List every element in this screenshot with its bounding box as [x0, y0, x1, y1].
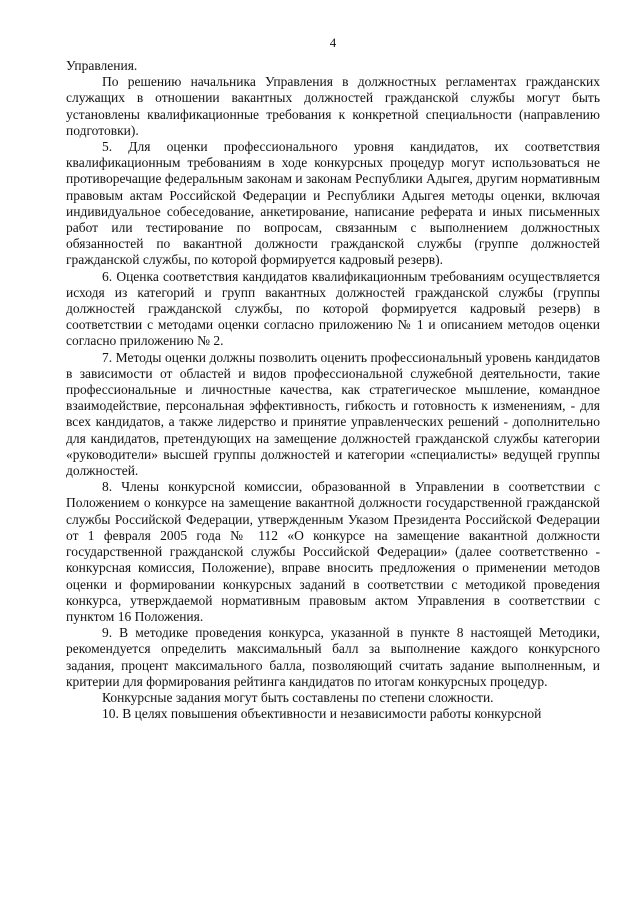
paragraph-qualification-requirements: По решению начальника Управления в должностных регламентах гражданских служащих в отношении вакантных должностей гражданской службы могут быть установлены квалификационные требования к конкретной специальности (направлению подготовки).: [66, 74, 600, 138]
document-page: [66, 34, 600, 894]
paragraph-item-6: 6. Оценка соответствия кандидатов квалификационным требованиям осуществляется исходя из категорий и групп вакантных должностей гражданской службы (группы должностей гражданской службы, по которой формируется кадровый резерв) в соответствии с методами оценки согласно приложению № 1 и описанием методов оценки согласно приложению № 2.: [66, 268, 600, 349]
paragraph-item-8: 8. Члены конкурсной комиссии, образованной в Управлении в соответствии с Положением о конкурсе на замещение вакантной должности государственной гражданской службы Российской Федерации, утвержденным Указом Президента Российской Федерации от 1 февраля 2005 года № 112 «О конкурсе на замещение вакантной должности государственной гражданской службы Российской Федерации» (далее соответственно - конкурсная комиссия, Положение), вправе вносить предложения о применении методов оценки и формировании конкурсных заданий в соответствии с методикой проведения конкурса, утверждаемой нормативным правовым актом Управления в соответствии с пунктом 16 Положения.: [66, 479, 600, 624]
paragraph-continuation: Управления.: [66, 58, 138, 73]
paragraph-difficulty-note: Конкурсные задания могут быть составлены по степени сложности.: [102, 689, 494, 705]
page-number: 4: [329, 35, 337, 50]
paragraph-item-7: 7. Методы оценки должны позволить оценить профессиональный уровень кандидатов в зависимости от областей и видов профессиональной служебной деятельности, такие профессиональные и личностные качества, как стратегическое мышление, командное взаимодействие, персональная эффективность, гибкость и готовность к изменениям, - для всех кандидатов, а также лидерство и принятие управленческих решений - дополнительно для кандидатов, претендующих на замещение должностей гражданской службы категории «руководители» высшей группы должностей и категории «специалисты» ведущей группы должностей.: [66, 349, 600, 479]
paragraph-item-9: 9. В методике проведения конкурса, указанной в пункте 8 настоящей Методики, рекомендуется определить максимальный балл за выполнение каждого конкурсного задания, процент максимального балла, позволяющий считать задание выполненным, и критерии для формирования рейтинга кандидатов по итогам конкурсных процедур.: [66, 625, 600, 689]
paragraph-item-5: 5. Для оценки профессионального уровня кандидатов, их соответствия квалификационным требованиям в ходе конкурсных процедур могут использоваться не противоречащие федеральным законам и законам Республики Адыгея, другим нормативным правовым актам Российской Федерации и Республики Адыгея методы оценки, включая индивидуальное собеседование, анкетирование, написание реферата и иных письменных работ или тестирование по вопросам, связанным с выполнением должностных обязанностей по вакантной должности гражданской службы (группе должностей гражданской службы, по которой формируется кадровый резерв).: [66, 139, 600, 268]
paragraph-item-10: 10. В целях повышения объективности и независимости работы конкурсной: [102, 706, 542, 722]
